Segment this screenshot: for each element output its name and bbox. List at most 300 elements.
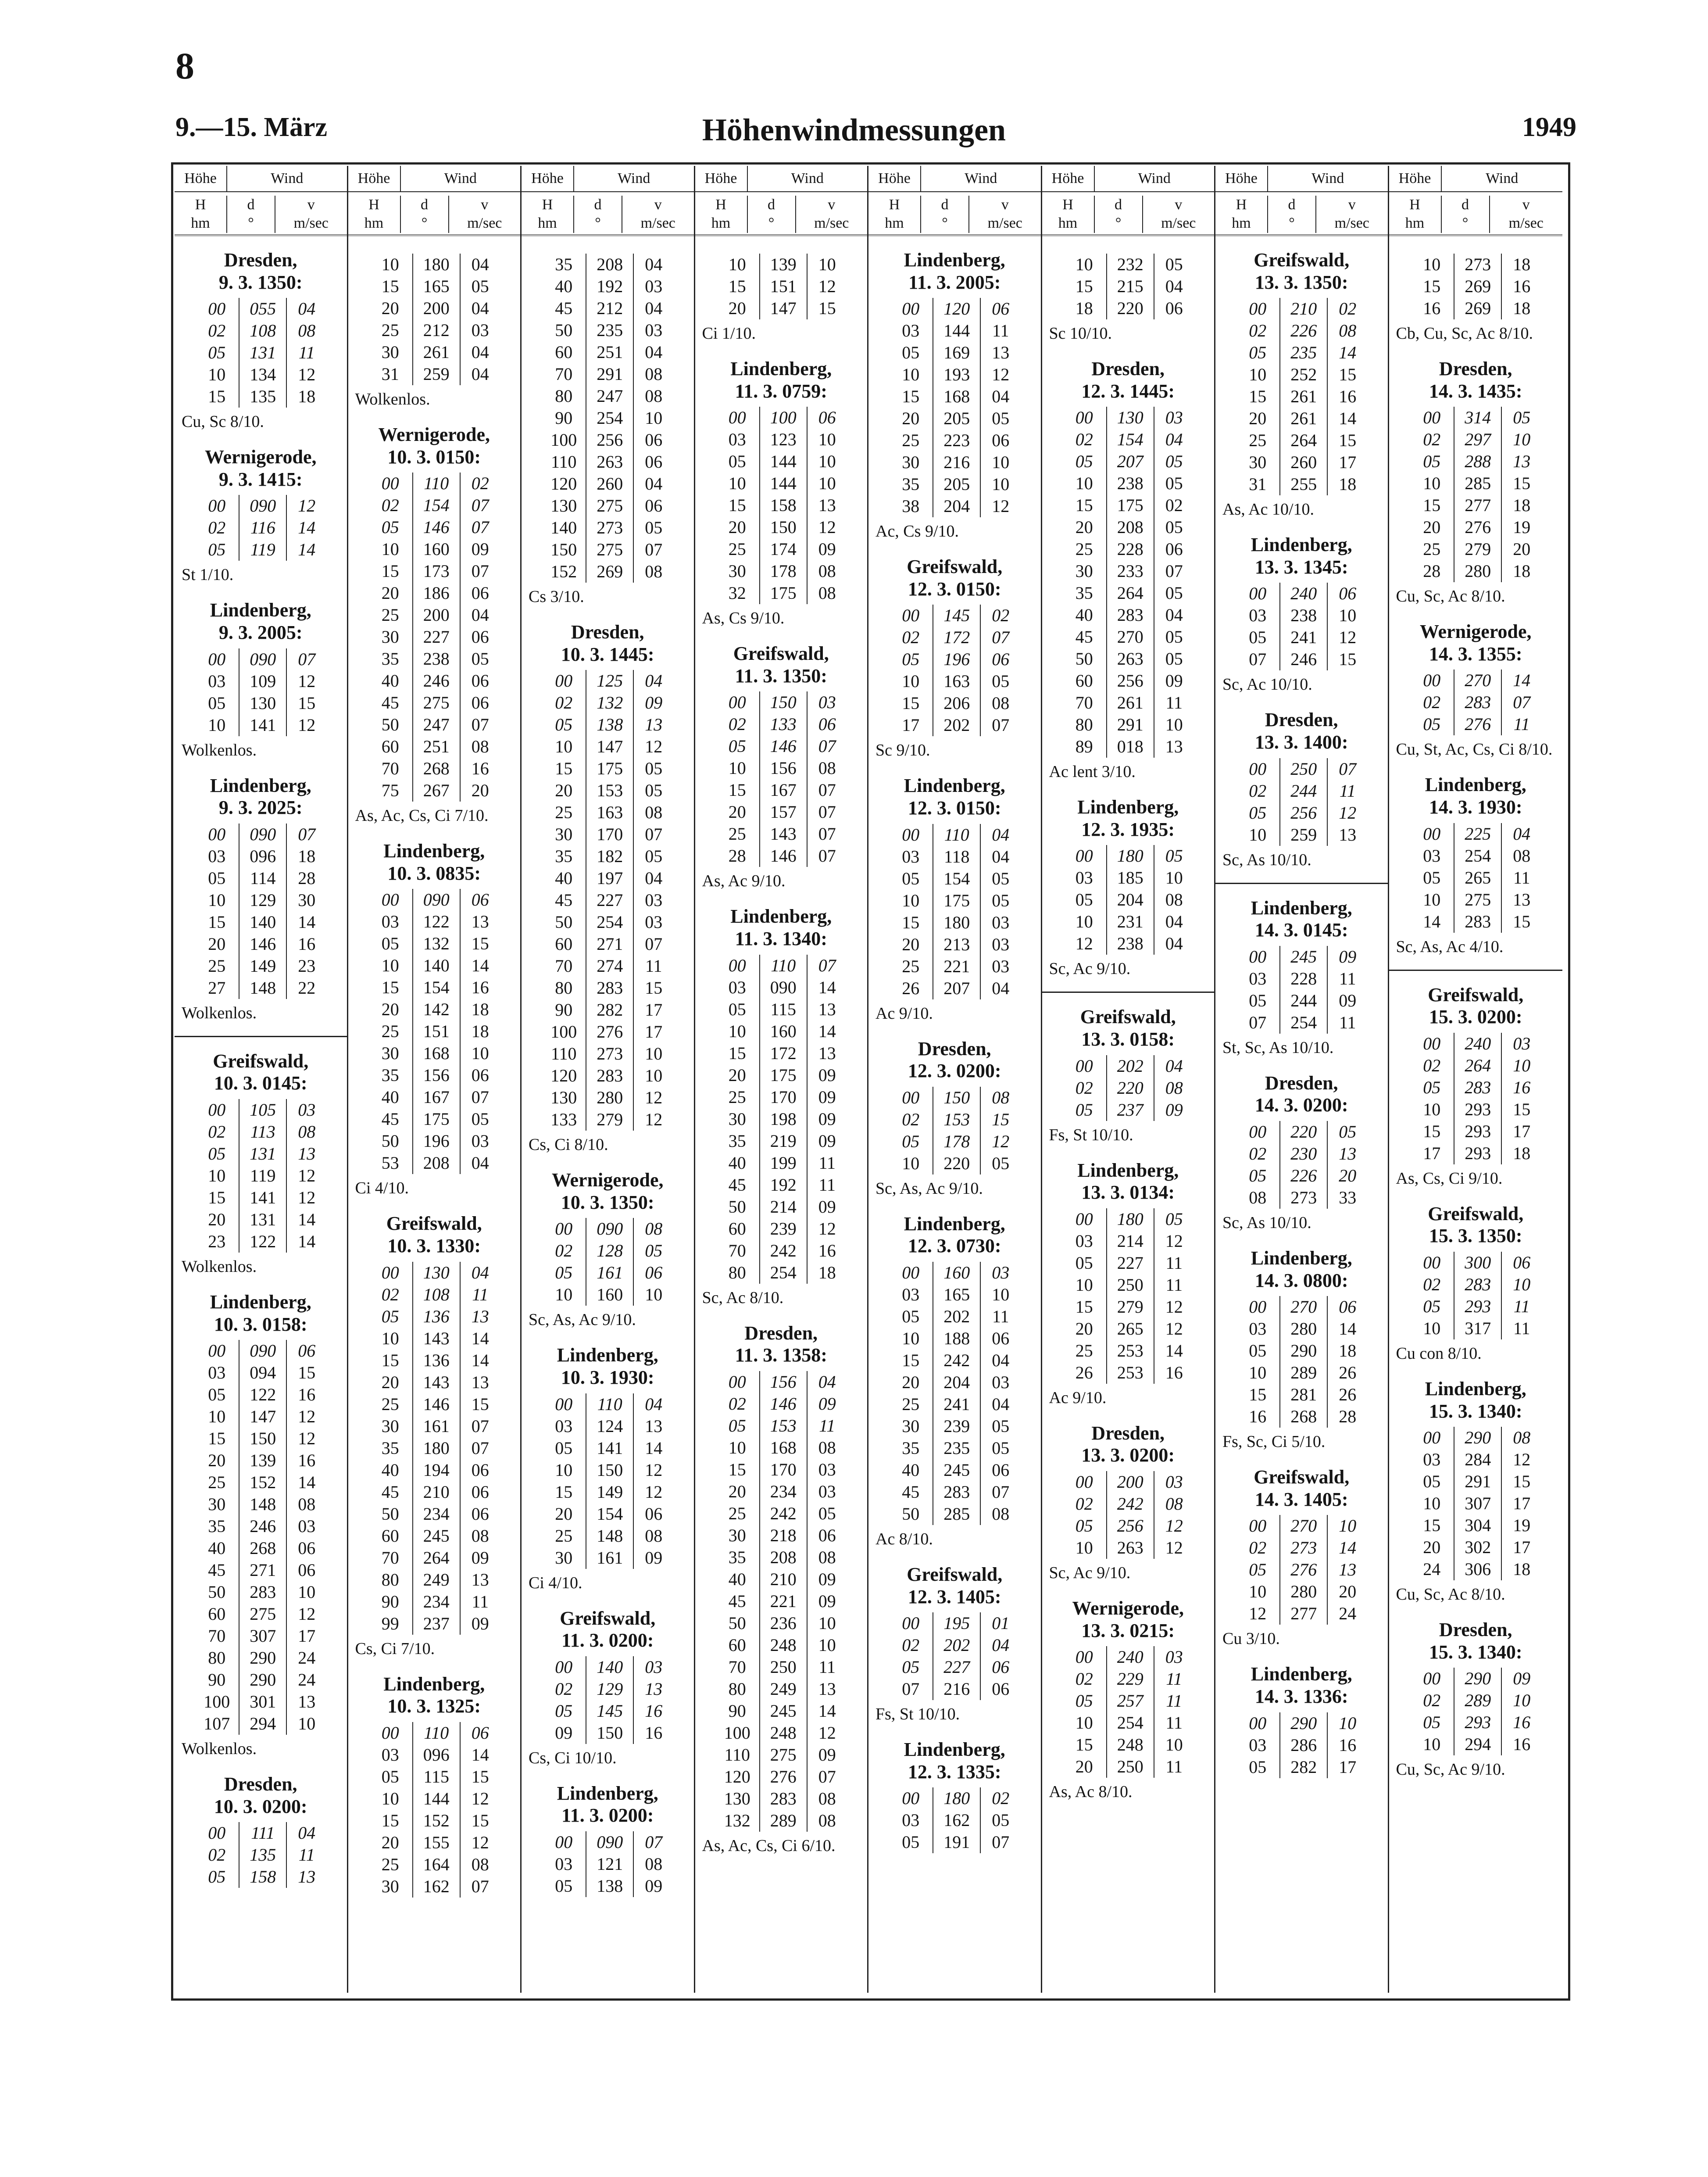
- direction-cell: 255: [1279, 473, 1328, 495]
- table-row: [715, 254, 847, 276]
- table-row: [889, 1153, 1020, 1174]
- column-body: [1215, 236, 1388, 1795]
- cloud-note: St 1/10.: [182, 566, 234, 584]
- speed-cell: 05: [1165, 583, 1183, 603]
- direction-cell: 242: [759, 1503, 808, 1525]
- speed-cell: 07: [992, 715, 1010, 735]
- table-row: [368, 1591, 500, 1613]
- direction-cell: 271: [239, 1559, 287, 1581]
- direction-cell: 250: [1106, 1756, 1154, 1778]
- measurement-rows: [1410, 1252, 1541, 1339]
- header-ms: m/sec: [987, 215, 1022, 231]
- direction-cell: 202: [1106, 1055, 1154, 1077]
- table-row: [542, 1853, 673, 1875]
- height-cell: 15: [381, 1810, 399, 1830]
- speed-cell: 14: [1513, 670, 1531, 691]
- direction-cell: 149: [239, 955, 287, 977]
- speed-cell: 06: [1165, 539, 1183, 559]
- table-row: [1236, 1756, 1367, 1778]
- height-cell: 60: [728, 1635, 746, 1655]
- speed-cell: 10: [1513, 1690, 1531, 1711]
- measurement-rows: [1236, 758, 1367, 846]
- cloud-note: Ac 9/10.: [875, 1004, 933, 1023]
- measurement-rows: [542, 1218, 673, 1306]
- direction-cell: 275: [1454, 889, 1502, 911]
- direction-cell: 265: [1454, 867, 1502, 889]
- measurement-rows: [1062, 1055, 1194, 1121]
- station-time: 12. 3. 1335:: [908, 1761, 1001, 1783]
- speed-cell: 10: [645, 1285, 663, 1305]
- speed-cell: 05: [1165, 1209, 1183, 1229]
- height-cell: 16: [1249, 1407, 1267, 1427]
- table-row: [1236, 1318, 1367, 1340]
- direction-cell: 175: [586, 758, 634, 780]
- height-cell: 20: [555, 781, 573, 801]
- speed-cell: 03: [298, 1516, 316, 1536]
- height-cell: 100: [204, 1692, 230, 1712]
- height-cell: 15: [208, 1429, 226, 1449]
- height-cell: 20: [381, 298, 399, 318]
- speed-cell: 10: [1165, 1735, 1183, 1755]
- speed-cell: 03: [992, 956, 1010, 976]
- table-row: [195, 845, 326, 867]
- header-ms: m/sec: [1161, 215, 1196, 231]
- direction-cell: 199: [759, 1152, 808, 1174]
- table-row: [195, 977, 326, 999]
- speed-cell: 12: [298, 715, 316, 735]
- header-hm: hm: [191, 215, 210, 231]
- station-block: [522, 1608, 694, 1783]
- speed-cell: 08: [818, 1810, 836, 1830]
- table-row: [889, 495, 1020, 517]
- direction-cell: 180: [933, 1787, 981, 1809]
- station-name: Lindenberg,: [210, 599, 311, 621]
- height-cell: 30: [208, 1494, 226, 1515]
- height-cell: 32: [728, 583, 746, 603]
- height-cell: 00: [1075, 1647, 1093, 1667]
- table-row: [195, 1143, 326, 1165]
- table-row: [1236, 1143, 1367, 1165]
- height-cell: 20: [555, 1504, 573, 1524]
- speed-cell: 12: [645, 1088, 663, 1108]
- cloud-note: Ac lent 3/10.: [1049, 763, 1136, 781]
- measurement-rows: [1410, 1668, 1541, 1755]
- speed-cell: 10: [818, 451, 836, 472]
- table-row: [1062, 911, 1194, 933]
- direction-cell: 214: [1106, 1230, 1154, 1252]
- table-column: [522, 166, 695, 1993]
- speed-cell: 13: [645, 1679, 663, 1699]
- table-row: [195, 1450, 326, 1472]
- height-cell: 90: [555, 1000, 573, 1020]
- height-cell: 00: [902, 605, 920, 626]
- date-range: 9.—15. März: [175, 112, 328, 142]
- cloud-note: Cu, Sc, Ac 8/10.: [1396, 587, 1505, 606]
- station-time: 13. 3. 1345:: [1254, 556, 1348, 578]
- direction-cell: 242: [759, 1240, 808, 1262]
- table-row: [889, 1087, 1020, 1109]
- height-cell: 30: [902, 1416, 920, 1436]
- height-cell: 17: [1423, 1143, 1441, 1163]
- table-row: [368, 1306, 500, 1328]
- speed-cell: 10: [1339, 1516, 1357, 1536]
- direction-cell: 175: [759, 1064, 808, 1086]
- header-v-unit: [1316, 196, 1388, 233]
- direction-cell: 268: [412, 758, 461, 780]
- column-body: [348, 236, 521, 1914]
- speed-cell: 11: [1166, 1691, 1183, 1711]
- speed-cell: 12: [298, 1187, 316, 1207]
- column-body: [1389, 236, 1563, 1794]
- station-name: Dresden,: [1439, 358, 1512, 380]
- table-row: [1236, 946, 1367, 968]
- direction-cell: 264: [1279, 430, 1328, 451]
- height-cell: 31: [381, 364, 399, 384]
- table-row: [1410, 1558, 1541, 1580]
- speed-cell: 15: [1513, 473, 1531, 494]
- direction-cell: 261: [412, 341, 461, 363]
- height-cell: 50: [1075, 649, 1093, 669]
- table-row: [889, 1634, 1020, 1656]
- direction-cell: 263: [1106, 648, 1154, 670]
- table-row: [715, 1700, 847, 1722]
- direction-cell: 180: [412, 254, 461, 276]
- station-name: Lindenberg,: [1077, 1159, 1179, 1181]
- station-block: [348, 424, 521, 840]
- height-cell: 45: [208, 1560, 226, 1580]
- station-time: 14. 3. 1336:: [1254, 1685, 1348, 1707]
- direction-cell: 124: [586, 1415, 634, 1437]
- direction-cell: 245: [412, 1525, 461, 1547]
- height-cell: 05: [902, 1832, 920, 1852]
- direction-cell: 249: [759, 1678, 808, 1700]
- table-row: [542, 341, 673, 363]
- direction-cell: 151: [412, 1020, 461, 1042]
- direction-cell: 158: [759, 494, 808, 516]
- height-cell: 03: [902, 1810, 920, 1830]
- height-cell: 10: [208, 715, 226, 735]
- height-cell: 02: [381, 495, 399, 516]
- header-wind: Wind: [921, 166, 1041, 192]
- header-h: H: [889, 196, 900, 213]
- speed-cell: 14: [1339, 343, 1357, 363]
- speed-cell: 06: [471, 583, 489, 603]
- table-row: [889, 364, 1020, 386]
- table-row: [1062, 473, 1194, 494]
- table-row: [889, 1437, 1020, 1459]
- table-row: [889, 1612, 1020, 1634]
- table-row: [1410, 670, 1541, 691]
- header-d: d: [768, 196, 775, 213]
- height-cell: 05: [381, 1766, 399, 1787]
- speed-cell: 18: [471, 999, 489, 1020]
- station-block: [1215, 1072, 1388, 1247]
- station-name: Dresden,: [1091, 358, 1165, 380]
- speed-cell: 11: [992, 321, 1009, 341]
- speed-cell: 10: [818, 430, 836, 450]
- speed-cell: 12: [471, 1788, 489, 1808]
- speed-cell: 04: [992, 1394, 1010, 1414]
- table-row: [1410, 276, 1541, 297]
- speed-cell: 03: [818, 1481, 836, 1501]
- direction-cell: 276: [1454, 516, 1502, 538]
- speed-cell: 10: [1339, 1713, 1357, 1733]
- direction-cell: 279: [1106, 1296, 1154, 1318]
- speed-cell: 05: [1165, 649, 1183, 669]
- table-row: [715, 1744, 847, 1766]
- height-cell: 02: [1423, 430, 1441, 450]
- table-row: [368, 955, 500, 977]
- speed-cell: 09: [645, 693, 663, 713]
- table-row: [368, 582, 500, 604]
- station-block: [348, 1213, 521, 1673]
- table-row: [542, 319, 673, 341]
- speed-cell: 12: [298, 496, 316, 516]
- height-cell: 00: [381, 473, 399, 494]
- height-cell: 00: [1075, 408, 1093, 428]
- height-cell: 20: [1075, 1318, 1093, 1339]
- direction-cell: 168: [412, 1042, 461, 1064]
- height-cell: 25: [555, 1525, 573, 1546]
- table-row: [542, 363, 673, 385]
- direction-cell: 277: [1279, 1603, 1328, 1625]
- table-row: [715, 1196, 847, 1218]
- direction-cell: 281: [1279, 1384, 1328, 1406]
- direction-cell: 128: [586, 1240, 634, 1262]
- table-row: [542, 1087, 673, 1109]
- speed-cell: 11: [472, 1591, 489, 1611]
- speed-cell: 18: [1513, 254, 1531, 274]
- height-cell: 05: [555, 715, 573, 735]
- header-v: v: [1348, 196, 1356, 213]
- speed-cell: 03: [992, 912, 1010, 932]
- cloud-note: Cu, Sc, Ac 9/10.: [1396, 1760, 1505, 1779]
- height-cell: 02: [208, 1121, 226, 1142]
- direction-cell: 096: [412, 1744, 461, 1766]
- height-cell: 03: [208, 1363, 226, 1383]
- cloud-note: As, Ac, Cs, Ci 6/10.: [702, 1836, 836, 1855]
- station-name: Dresden,: [744, 1322, 818, 1344]
- direction-cell: 119: [239, 1165, 287, 1187]
- table-row: [1236, 1121, 1367, 1143]
- station-time: 9. 3. 1415:: [218, 468, 303, 490]
- height-cell: 15: [902, 1350, 920, 1370]
- measurement-rows: [542, 254, 673, 583]
- table-row: [195, 539, 326, 561]
- height-cell: 15: [381, 978, 399, 998]
- direction-cell: 188: [933, 1328, 981, 1350]
- header-v-unit: [622, 196, 694, 233]
- direction-cell: 283: [1454, 691, 1502, 713]
- speed-cell: 11: [1165, 1757, 1183, 1777]
- station-name: Dresden,: [224, 249, 297, 271]
- table-row: [889, 934, 1020, 956]
- direction-cell: 250: [1279, 758, 1328, 780]
- height-cell: 30: [381, 627, 399, 647]
- direction-cell: 279: [586, 1109, 634, 1131]
- height-cell: 50: [555, 320, 573, 340]
- table-row: [1062, 1296, 1194, 1318]
- height-cell: 140: [550, 518, 577, 537]
- height-cell: 70: [381, 1547, 399, 1568]
- direction-cell: 240: [1106, 1646, 1154, 1668]
- measurement-rows: [889, 824, 1020, 999]
- height-cell: 05: [1249, 1757, 1267, 1777]
- table-row: [1410, 429, 1541, 451]
- speed-cell: 12: [818, 276, 836, 296]
- height-cell: 10: [728, 758, 746, 778]
- speed-cell: 08: [818, 583, 836, 603]
- direction-cell: 146: [412, 1393, 461, 1415]
- station-name: Lindenberg,: [1251, 1663, 1352, 1685]
- direction-cell: 263: [586, 451, 634, 473]
- height-cell: 30: [902, 452, 920, 473]
- direction-cell: 232: [1106, 254, 1154, 276]
- speed-cell: 03: [645, 912, 663, 932]
- speed-cell: 07: [1513, 692, 1531, 713]
- height-cell: 27: [208, 978, 226, 998]
- direction-cell: 152: [239, 1472, 287, 1493]
- speed-cell: 13: [645, 1416, 663, 1436]
- speed-cell: 10: [992, 474, 1010, 494]
- speed-cell: 20: [1339, 1165, 1357, 1185]
- speed-cell: 26: [1339, 1363, 1357, 1383]
- table-row: [1236, 473, 1367, 495]
- speed-cell: 16: [1513, 1077, 1531, 1097]
- height-cell: 25: [1423, 539, 1441, 559]
- speed-cell: 12: [471, 1832, 489, 1852]
- height-cell: 00: [1075, 1209, 1093, 1229]
- speed-cell: 12: [992, 1131, 1010, 1151]
- header-hoehe: Höhe: [348, 166, 401, 192]
- height-cell: 00: [1423, 824, 1441, 844]
- table-column: [695, 166, 869, 1993]
- table-row: [542, 1021, 673, 1043]
- speed-cell: 03: [645, 890, 663, 910]
- table-row: [1062, 407, 1194, 429]
- height-cell: 70: [728, 1240, 746, 1260]
- table-row: [1062, 1099, 1194, 1121]
- direction-cell: 291: [1106, 714, 1154, 736]
- table-row: [889, 912, 1020, 934]
- cloud-note: Sc, As, Ac 9/10.: [529, 1310, 636, 1329]
- direction-cell: 210: [1279, 298, 1328, 320]
- height-cell: 10: [1423, 1734, 1441, 1754]
- speed-cell: 05: [992, 1438, 1010, 1458]
- table-row: [368, 363, 500, 385]
- height-cell: 07: [902, 1679, 920, 1699]
- direction-cell: 148: [239, 977, 287, 999]
- height-cell: 00: [1423, 1669, 1441, 1689]
- direction-cell: 194: [412, 1459, 461, 1481]
- station-block: [175, 249, 347, 446]
- table-row: [542, 1437, 673, 1459]
- table-row: [542, 297, 673, 319]
- height-cell: 35: [381, 649, 399, 669]
- direction-cell: 161: [412, 1415, 461, 1437]
- speed-cell: 06: [298, 1538, 316, 1558]
- station-time: 15. 3. 0200:: [1429, 1006, 1522, 1028]
- direction-cell: 273: [1279, 1187, 1328, 1209]
- table-row: [889, 648, 1020, 670]
- table-row: [1236, 758, 1367, 780]
- direction-cell: 275: [239, 1603, 287, 1625]
- speed-cell: 07: [471, 1087, 489, 1107]
- header-hoehe: Höhe: [868, 166, 921, 192]
- direction-cell: 253: [1106, 1340, 1154, 1362]
- table-row: [889, 1262, 1020, 1284]
- station-block: [175, 1050, 347, 1291]
- column-header: [1389, 166, 1563, 236]
- header-d-unit: [401, 196, 449, 233]
- height-cell: 45: [728, 1174, 746, 1195]
- height-cell: 60: [1075, 671, 1093, 691]
- station-block: [1215, 249, 1388, 534]
- station-block: [1389, 358, 1563, 621]
- station-time: 14. 3. 0800:: [1254, 1269, 1348, 1291]
- speed-cell: 12: [1513, 1450, 1531, 1470]
- speed-cell: 01: [992, 1613, 1010, 1633]
- table-row: [889, 1393, 1020, 1415]
- speed-cell: 04: [471, 342, 489, 362]
- direction-cell: 150: [933, 1087, 981, 1109]
- direction-cell: 108: [412, 1284, 461, 1306]
- table-row: [889, 846, 1020, 868]
- header-hoehe: Höhe: [1215, 166, 1268, 192]
- cloud-note: Ac, Cs 9/10.: [875, 522, 959, 541]
- cloud-note: Wolkenlos.: [182, 1003, 257, 1022]
- height-cell: 30: [728, 1109, 746, 1129]
- height-cell: 05: [1249, 1165, 1267, 1185]
- station-name: Lindenberg,: [904, 1739, 1005, 1761]
- height-cell: 10: [1423, 1099, 1441, 1119]
- direction-cell: 270: [1454, 670, 1502, 691]
- station-block: [695, 906, 868, 1322]
- speed-cell: 12: [1165, 1515, 1183, 1536]
- station-time: 13. 3. 0134:: [1081, 1182, 1175, 1203]
- speed-cell: 15: [1339, 430, 1357, 451]
- direction-cell: 235: [1279, 342, 1328, 364]
- header-units: [1042, 192, 1215, 236]
- height-cell: 150: [550, 540, 577, 559]
- speed-cell: 12: [992, 496, 1010, 516]
- table-row: [542, 407, 673, 429]
- direction-cell: 248: [759, 1722, 808, 1744]
- table-row: [368, 1503, 500, 1525]
- height-cell: 10: [1249, 365, 1267, 385]
- speed-cell: 14: [471, 1328, 489, 1348]
- direction-cell: 238: [412, 648, 461, 670]
- speed-cell: 07: [818, 736, 836, 756]
- direction-cell: 293: [1454, 1099, 1502, 1121]
- height-cell: 10: [1249, 824, 1267, 845]
- height-cell: 03: [1249, 605, 1267, 626]
- station-block: [695, 254, 868, 358]
- header-v-unit: [1143, 196, 1215, 233]
- height-cell: 05: [208, 540, 226, 560]
- table-row: [542, 1393, 673, 1415]
- station-block: [522, 254, 694, 621]
- height-cell: 03: [1249, 1319, 1267, 1339]
- speed-cell: 04: [992, 1350, 1010, 1370]
- height-cell: 10: [1423, 254, 1441, 274]
- direction-cell: 231: [1106, 911, 1154, 933]
- table-row: [368, 341, 500, 363]
- direction-cell: 261: [1279, 408, 1328, 430]
- height-cell: 02: [555, 1241, 573, 1261]
- cloud-note: Wolkenlos.: [182, 1257, 257, 1276]
- direction-cell: 146: [759, 1393, 808, 1415]
